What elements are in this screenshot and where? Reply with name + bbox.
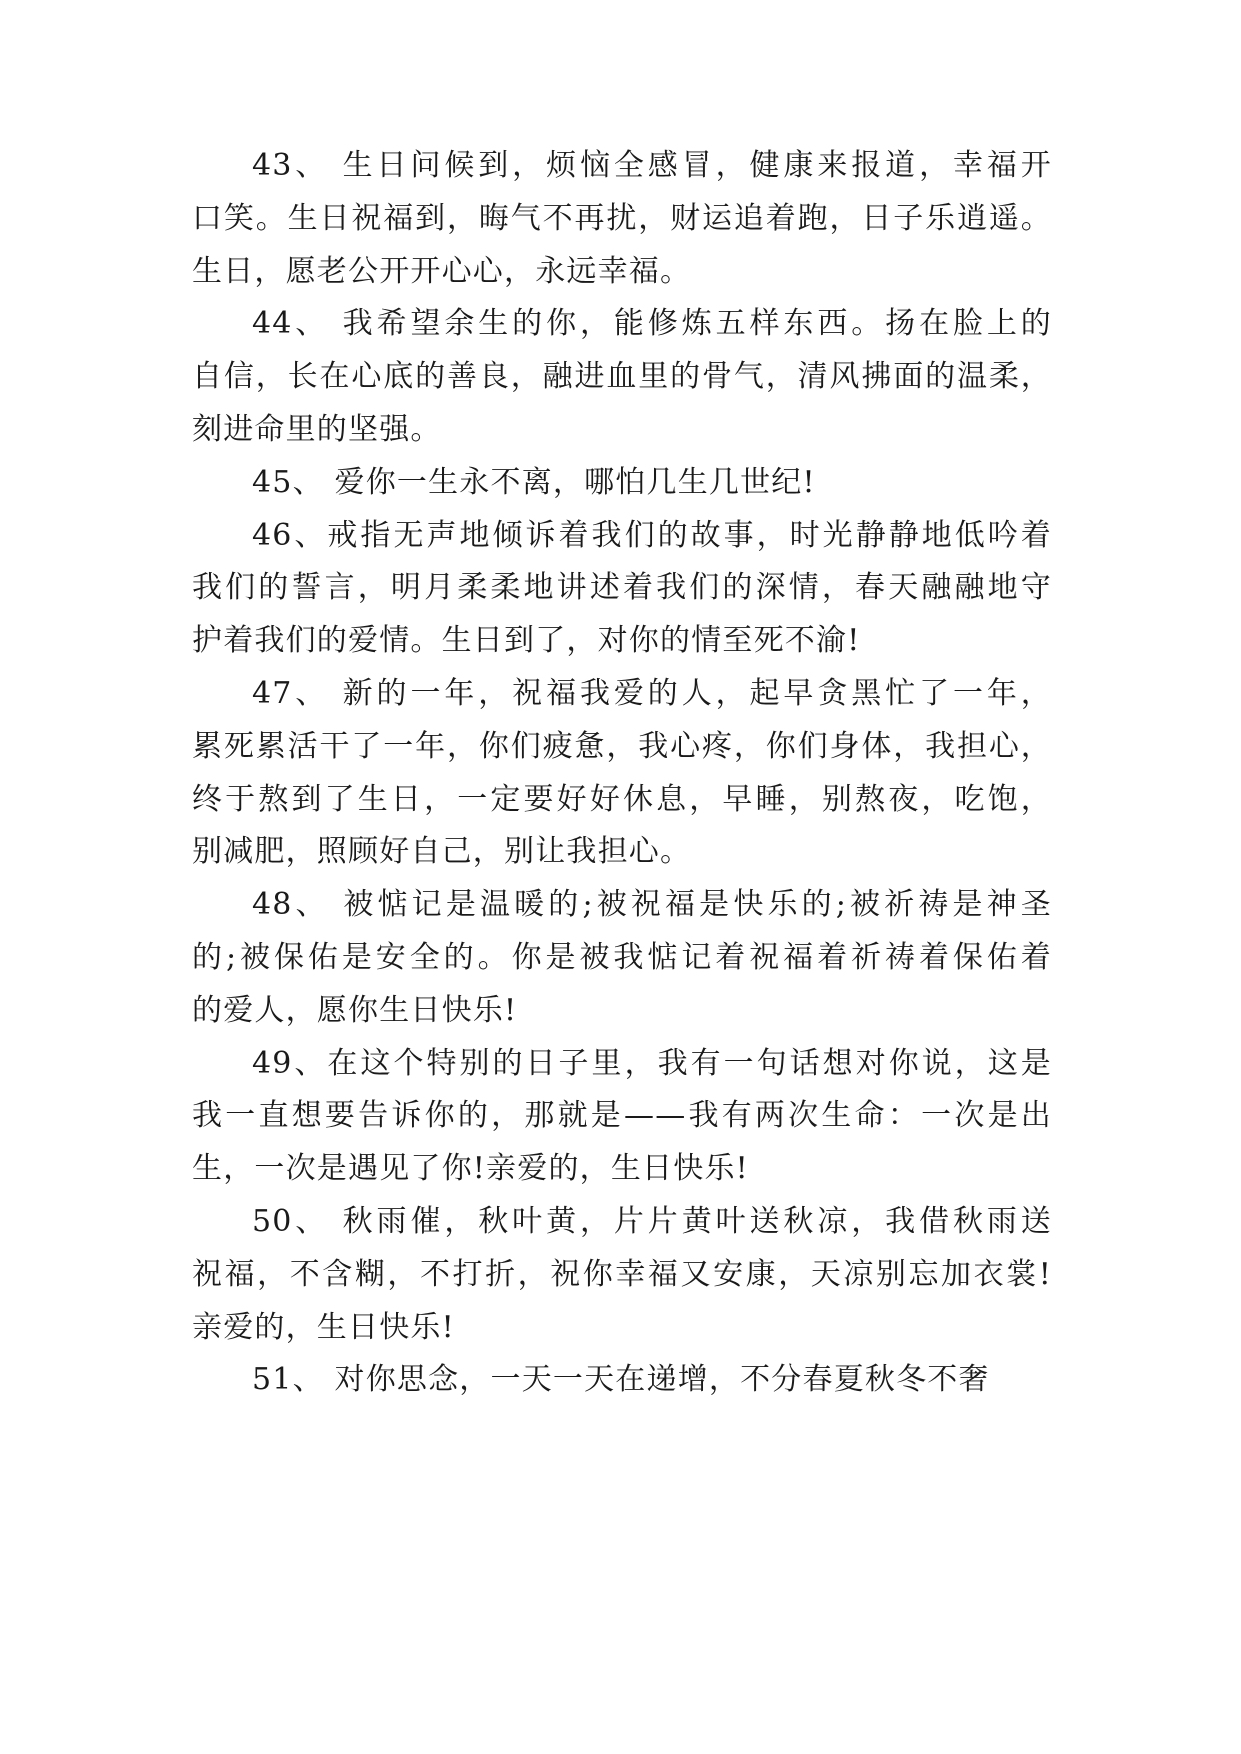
paragraph-line: 自信，长在心底的善良，融进血里的骨气，清风拂面的温柔， — [192, 359, 1052, 395]
paragraph-line: 我们的誓言，明月柔柔地讲述着我们的深情，春天融融地守 — [192, 570, 1052, 606]
paragraph-line: 生，一次是遇见了你!亲爱的，生日快乐! — [192, 1151, 749, 1187]
paragraph-line: 生日，愿老公开开心心，永远幸福。 — [192, 253, 692, 289]
paragraph-line: 刻进命里的坚强。 — [192, 412, 442, 447]
paragraph-line: 口笑。生日祝福到，晦气不再扰，财运追着跑，日子乐逍遥。 — [192, 200, 1052, 236]
paragraph-line: 护着我们的爱情。生日到了，对你的情至死不渝! — [192, 623, 861, 659]
paragraph-line: 的;被保佑是安全的。你是被我惦记着祝福着祈祷着保佑着 — [192, 940, 1052, 975]
paragraph-line: 45、 爱你一生永不离，哪怕几生几世纪! — [252, 464, 816, 500]
paragraph-line: 48、 被惦记是温暖的;被祝福是快乐的;被祈祷是神圣 — [252, 887, 1052, 923]
paragraph-line: 51、 对你思念，一天一天在递增，不分春夏秋冬不奢 — [252, 1362, 990, 1398]
paragraph-line: 我一直想要告诉你的，那就是——我有两次生命：一次是出 — [192, 1098, 1052, 1134]
paragraph-line: 的爱人，愿你生日快乐! — [192, 992, 518, 1028]
paragraph-line: 亲爱的，生日快乐! — [192, 1309, 455, 1345]
paragraph-line: 累死累活干了一年，你们疲惫，我心疼，你们身体，我担心， — [192, 728, 1052, 764]
paragraph-line: 终于熬到了生日，一定要好好休息，早睡，别熬夜，吃饱， — [192, 781, 1052, 817]
paragraph-line: 别减肥，照顾好自己，别让我担心。 — [192, 834, 692, 870]
paragraph-line: 50、 秋雨催，秋叶黄，片片黄叶送秋凉，我借秋雨送 — [252, 1204, 1052, 1239]
paragraph-line: 46、戒指无声地倾诉着我们的故事，时光静静地低吟着 — [252, 517, 1052, 553]
paragraph-line: 43、 生日问候到，烦恼全感冒，健康来报道，幸福开 — [252, 148, 1052, 183]
paragraph-line: 44、 我希望余生的你，能修炼五样东西。扬在脸上的 — [252, 306, 1052, 342]
paragraph-line: 祝福，不含糊，不打折，祝你幸福又安康，天凉别忘加衣裳! — [192, 1256, 1052, 1292]
paragraph-line: 49、在这个特别的日子里，我有一句话想对你说，这是 — [252, 1045, 1052, 1081]
paragraph-line: 47、 新的一年，祝福我爱的人，起早贪黑忙了一年， — [252, 676, 1052, 711]
